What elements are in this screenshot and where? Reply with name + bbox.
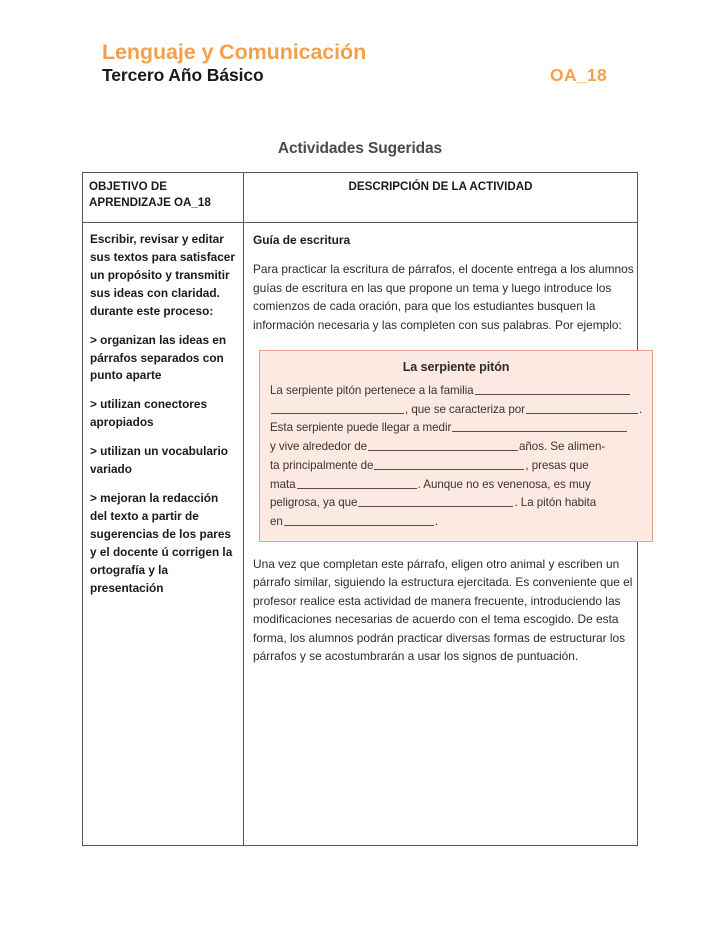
activity-paragraph-1: Para practicar la escritura de párrafos, el docente entrega a los alumnos guías de escritura en las que propone un tema y luego introduce los comienzos de cada oración, para que los estudiantes busquen la información necesaria y las completen con sus palabras. Por ejemplo: (253, 262, 634, 332)
example-line-7 (270, 494, 642, 513)
example-line-2-text-a: , que se caracteriza por (405, 402, 525, 416)
example-box-body (270, 382, 642, 532)
objective-bullet-4: > mejoran la redacción del texto a partir de sugerencias de los pares y el docente ú corrigen la ortografía y la presentación (90, 491, 233, 595)
example-line-6-text-a: mata (270, 477, 296, 491)
example-line-3 (270, 419, 642, 438)
example-line-6 (270, 476, 642, 495)
objective-intro-text: Escribir, revisar y editar sus textos para satisfacer un propósito y transmitir sus ideas con claridad. durante este proceso: (90, 232, 235, 318)
objective-bullet-1: > organizan las ideas en párrafos separados con punto aparte (90, 332, 227, 383)
fill-in-blank-2[interactable] (271, 402, 404, 414)
table-body-row (83, 223, 643, 845)
column-header-description-label: DESCRIPCIÓN DE LA ACTIVIDAD (348, 180, 533, 193)
fill-in-blank-1[interactable] (475, 383, 630, 395)
example-line-8-text-a: en (270, 515, 283, 529)
activity-lead-title: Guía de escritura (253, 233, 351, 247)
example-line-8-text-b: . (434, 515, 438, 529)
example-line-4-text-a: y vive alrededor de (270, 440, 368, 454)
objective-content (83, 223, 243, 606)
example-line-2-text-b: . (638, 402, 643, 416)
table-header-cell-description (244, 173, 637, 222)
example-line-1-text: La serpiente pitón pertenece a la familia (270, 383, 474, 397)
activities-table (82, 172, 643, 846)
fill-in-blank-5[interactable] (368, 439, 518, 451)
activity-paragraph-2: Una vez que completan este párrafo, eligen otro animal y escriben un párrafo similar, siguiendo la estructura ejercitada. Es conveniente que el profesor realice esta actividad de manera frecuente, introduciendo las modificaciones necesarias de acuerdo con el tema escogido. De esta forma, los alumnos podrán practicar diversas formas de estructurar los párrafos y se acostumbrarán a usar los signos de puntuación. (253, 557, 633, 664)
example-line-7-text-a: peligrosa, ya que (270, 496, 358, 510)
writing-guide-example-box (259, 350, 653, 542)
example-line-1 (270, 382, 642, 401)
grade-title: Tercero Año Básico (102, 65, 264, 86)
activity-content (244, 223, 666, 674)
subject-title: Lenguaje y Comunicación (102, 40, 367, 64)
grade-row (102, 65, 607, 86)
example-line-5 (270, 457, 642, 476)
fill-in-blank-4[interactable] (452, 420, 627, 432)
example-box-title: La serpiente pitón (402, 360, 510, 375)
objective-bullet-3: > utilizan un vocabulario variado (90, 444, 228, 477)
table-cell-objective (83, 223, 244, 845)
fill-in-blank-7[interactable] (297, 477, 417, 489)
example-line-2 (270, 401, 642, 420)
example-line-3-text: Esta serpiente puede llegar a medir (270, 421, 452, 435)
column-header-objective-label: OBJETIVO DE APRENDIZAJE OA_18 (89, 180, 211, 210)
section-title: Actividades Sugeridas (277, 140, 443, 157)
example-line-7-text-b: . La pitón habita (514, 496, 597, 510)
fill-in-blank-6[interactable] (374, 458, 524, 470)
fill-in-blank-3[interactable] (526, 402, 638, 414)
table-header-row (83, 173, 637, 223)
example-line-5-text-a: ta principalmente de (270, 458, 374, 472)
objective-bullet-2: > utilizan conectores apropiados (90, 397, 208, 430)
example-line-4-text-b: años. Se alimen- (519, 440, 606, 454)
example-line-4 (270, 438, 642, 457)
oa-code-label: OA_18 (550, 65, 607, 86)
document-header (102, 40, 622, 86)
table-cell-description (244, 223, 666, 845)
example-line-6-text-b: . Aunque no es venenosa, es muy (417, 477, 591, 491)
fill-in-blank-9[interactable] (284, 514, 434, 526)
table-header-cell-objective (83, 173, 244, 222)
example-line-5-text-b: , presas que (525, 458, 589, 472)
fill-in-blank-8[interactable] (358, 495, 513, 507)
example-line-8 (270, 513, 642, 532)
